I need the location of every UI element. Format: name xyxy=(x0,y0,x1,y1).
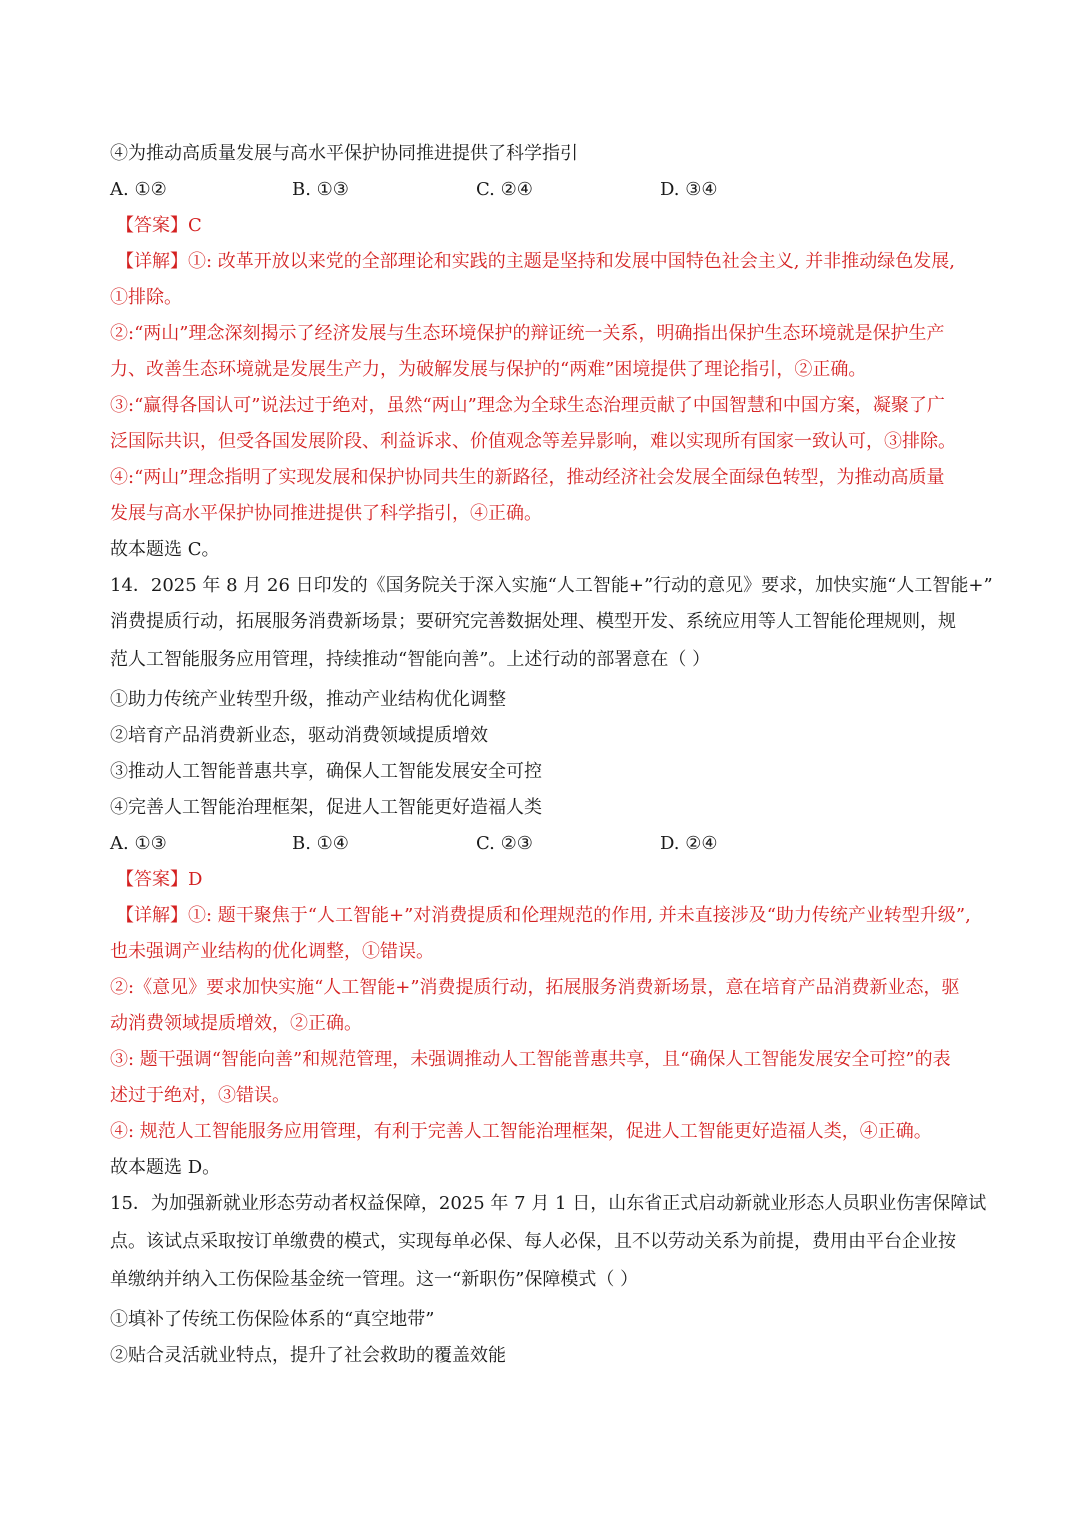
q13-option-4: ④为推动高质量发展与高水平保护协同推进提供了科学指引 xyxy=(110,143,578,164)
q14-option-4: ④完善人工智能治理框架，促进人工智能更好造福人类 xyxy=(110,797,542,818)
q14-option-1: ①助力传统产业转型升级，推动产业结构优化调整 xyxy=(110,689,506,710)
q15-option-2: ②贴合灵活就业特点，提升了社会救助的覆盖效能 xyxy=(110,1345,506,1366)
q13-analysis-line: ③:“赢得各国认可”说法过于绝对，虽然“两山”理念为全球生态治理贡献了中国智慧和中国方案，凝聚了广 xyxy=(110,395,945,416)
q14-analysis-line: 动消费领域提质增效，②正确。 xyxy=(110,1013,362,1034)
q13-analysis-line: ④:“两山”理念指明了实现发展和保护协同共生的新路径，推动经济社会发展全面绿色转型，为推动高质量 xyxy=(110,467,945,488)
q14-answer: 【答案】D xyxy=(116,869,203,890)
q15-stem-line: 点。该试点采取按订单缴费的模式，实现每单必保、每人必保，且不以劳动关系为前提，费用由平台企业按 xyxy=(110,1231,956,1252)
q14-option-3: ③推动人工智能普惠共享，确保人工智能发展安全可控 xyxy=(110,761,542,782)
q13-choice-a: A. ①② xyxy=(110,179,167,200)
q14-stem-line: 14．2025 年 8 月 26 日印发的《国务院关于深入实施“人工智能+”行动的意见》要求，加快实施“人工智能+” xyxy=(110,575,993,596)
q13-choice-d: D. ③④ xyxy=(660,179,718,200)
q14-analysis-line: 述过于绝对，③错误。 xyxy=(110,1085,290,1106)
q14-analysis-line: 也未强调产业结构的优化调整，①错误。 xyxy=(110,941,434,962)
q14-stem-line: 消费提质行动，拓展服务消费新场景；要研究完善数据处理、模型开发、系统应用等人工智能伦理规则，规 xyxy=(110,611,956,632)
q14-choice-c: C. ②③ xyxy=(476,833,533,854)
q13-analysis-line: ②:“两山”理念深刻揭示了经济发展与生态环境保护的辩证统一关系，明确指出保护生态环境就是保护生产 xyxy=(110,323,945,344)
q13-conclusion: 故本题选 C。 xyxy=(110,539,220,560)
q14-choice-d: D. ②④ xyxy=(660,833,718,854)
q13-analysis-line: ①排除。 xyxy=(110,287,182,308)
q14-analysis-line: 【详解】①: 题干聚焦于“人工智能+”对消费提质和伦理规范的作用, 并未直接涉及“助力传统产业转型升级”, xyxy=(116,905,971,926)
q13-analysis-line: 发展与高水平保护协同推进提供了科学指引，④正确。 xyxy=(110,503,542,524)
q15-stem-line: 15．为加强新就业形态劳动者权益保障，2025 年 7 月 1 日，山东省正式启动新就业形态人员职业伤害保障试 xyxy=(110,1193,987,1214)
q14-analysis-line: ③: 题干强调“智能向善”和规范管理，未强调推动人工智能普惠共享，且“确保人工智能发展安全可控”的表 xyxy=(110,1049,951,1070)
q13-analysis-line: 力、改善生态环境就是发展生产力，为破解发展与保护的“两难”困境提供了理论指引，②正确。 xyxy=(110,359,867,380)
q13-analysis-line: 【详解】①: 改革开放以来党的全部理论和实践的主题是坚持和发展中国特色社会主义, 并非推动绿色发展, xyxy=(116,251,955,272)
q14-choice-a: A. ①③ xyxy=(110,833,167,854)
q14-choice-b: B. ①④ xyxy=(292,833,349,854)
q14-analysis-line: ②:《意见》要求加快实施“人工智能+”消费提质行动，拓展服务消费新场景，意在培育产品消费新业态，驱 xyxy=(110,977,960,998)
q15-stem-line: 单缴纳并纳入工伤保险基金统一管理。这一“新职伤”保障模式（ ） xyxy=(110,1269,639,1290)
q13-analysis-line: 泛国际共识，但受各国发展阶段、利益诉求、价值观念等差异影响，难以实现所有国家一致认可，③排除。 xyxy=(110,431,956,452)
q14-option-2: ②培育产品消费新业态，驱动消费领域提质增效 xyxy=(110,725,488,746)
q14-analysis-line: ④: 规范人工智能服务应用管理，有利于完善人工智能治理框架，促进人工智能更好造福人类，④正确。 xyxy=(110,1121,932,1142)
q14-stem-line: 范人工智能服务应用管理，持续推动“智能向善”。上述行动的部署意在（ ） xyxy=(110,649,711,670)
q15-option-1: ①填补了传统工伤保险体系的“真空地带” xyxy=(110,1309,435,1330)
q13-choice-c: C. ②④ xyxy=(476,179,533,200)
q14-conclusion: 故本题选 D。 xyxy=(110,1157,221,1178)
q13-answer: 【答案】C xyxy=(116,215,202,236)
q13-choice-b: B. ①③ xyxy=(292,179,349,200)
